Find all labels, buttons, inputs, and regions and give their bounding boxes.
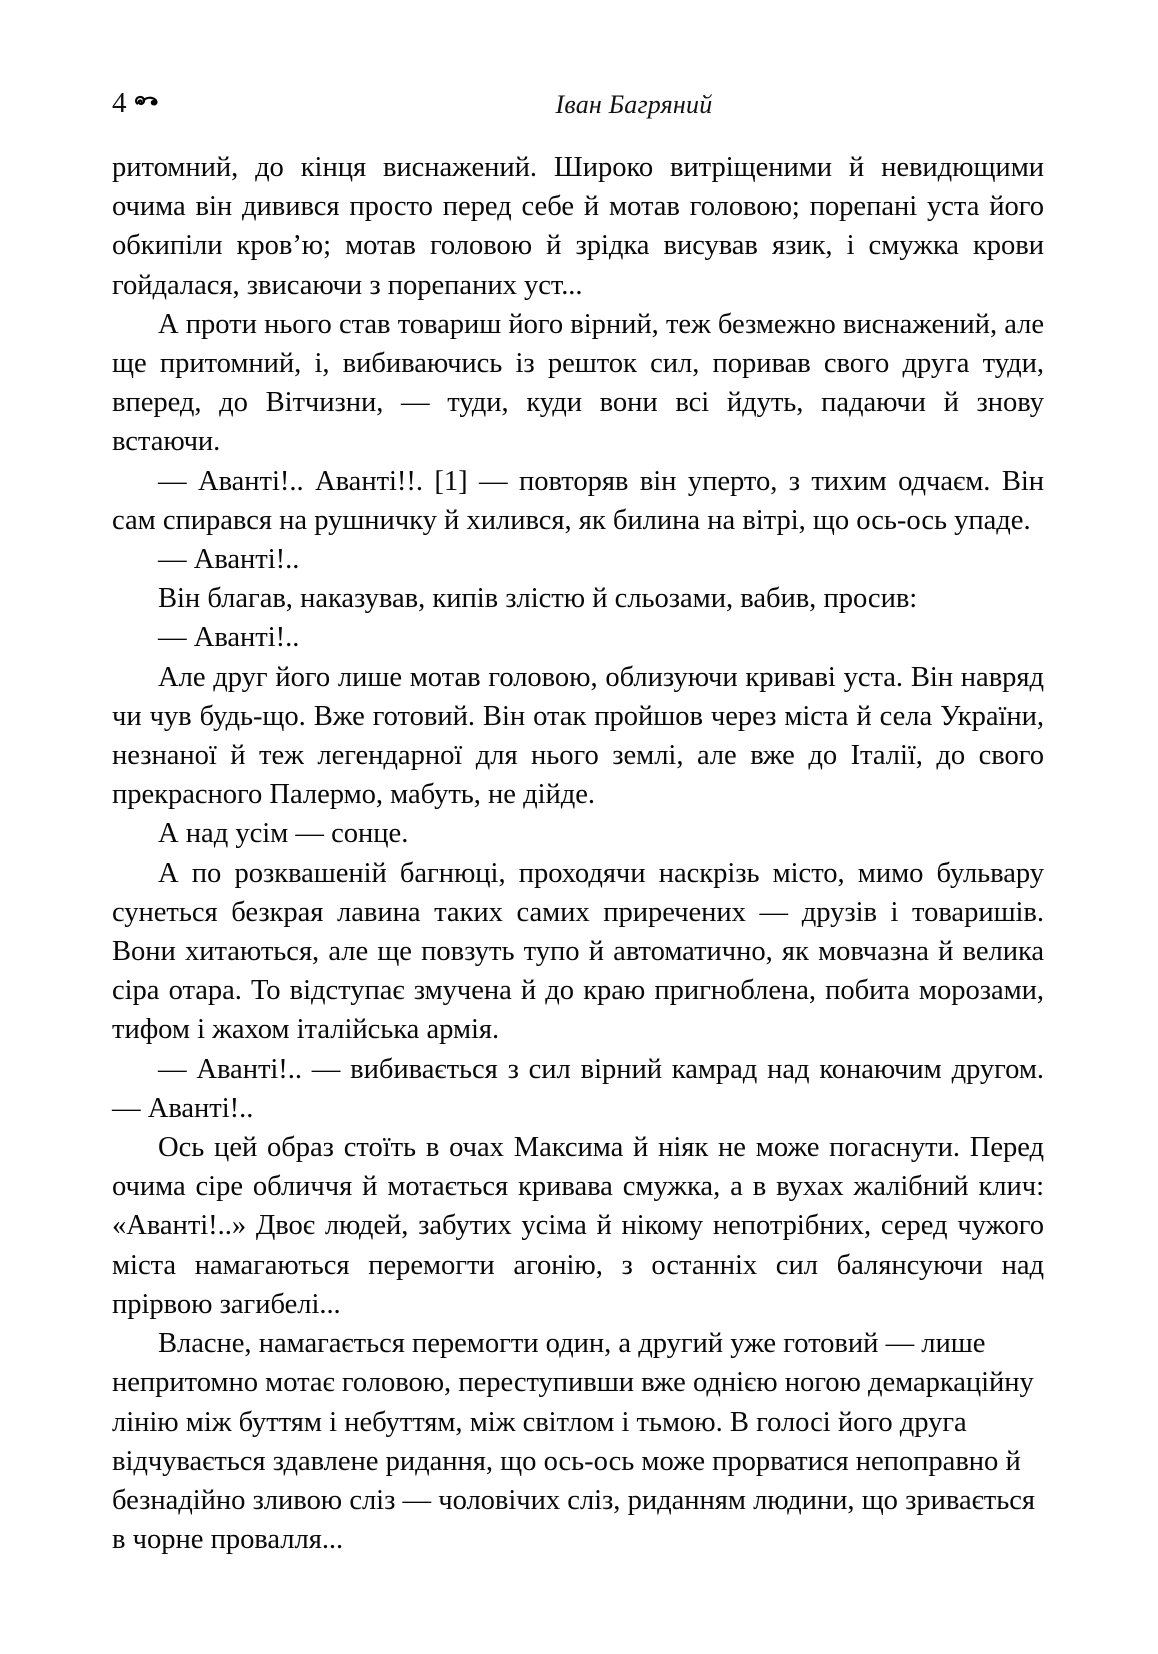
folio-group (112, 88, 160, 119)
running-head-author: Іван Багряний (555, 90, 713, 119)
paragraph: Але друг його лише мотав головою, облизуючи криваві уста. Він навряд чи чув будь-що. Вже готовий. Він отак пройшов через міста й села України, незнаної й теж легендарної для нього землі, але вже до Італії, до свого прекрасного Палермо, мабуть, не дійде. (112, 661, 1044, 811)
paragraph: А по розквашеній багнюці, проходячи наскрізь місто, мимо бульвару сунеться безкрая лавина таких самих приречених — друзів і товаришів. Вони хитаються, але ще повзуть тупо й автоматично, як мовчазна й велика сіра отара. То відступає змучена й до краю пригноблена, побита морозами, тифом і жахом італійська армія. (112, 857, 1044, 1046)
paragraph: — Аванті!.. — вибивається з сил вірний камрад над конаючим другом. — Аванті!.. (112, 1053, 1044, 1124)
paragraph: — Аванті!.. (158, 622, 300, 654)
running-head (112, 88, 1043, 128)
paragraph: Власне, намагається перемогти один, а другий уже готовий — лише непритомно мотає головою, переступивши вже однією ногою демаркаційну лінію між буттям і небуттям, між світлом і тьмою. В голосі його друга відчувається здавлене ридання, що ось-ось може прорватися непоправно й безнадійно зливою сліз — чоловічих сліз, риданням людини, що зривається в чорне провалля... (112, 1328, 1035, 1556)
body-text (112, 148, 1044, 1559)
paragraph: Він благав, наказував, кипів злістю й сльозами, вабив, просив: (158, 583, 918, 615)
paragraph: Ось цей образ стоїть в очах Максима й ніяк не може погаснути. Перед очима сіре обличчя й мотається кривава смужка, а в вухах жалібний клич: «Аванті!..» Двоє людей, забутих усіма й нікому непотрібних, серед чужого міста намагаються перемогти агонію, з останніх сил балянсуючи над прірвою загибелі... (112, 1132, 1044, 1320)
paragraph: ритомний, до кінця виснажений. Широко витріщеними й невидющими очима він дивився просто перед себе й мотав головою; порепані уста його обкипіли кров’ю; мотав головою й зрідка висував язик, і смужка крови гойдалася, звисаючи з порепаних уст... (112, 152, 1044, 301)
page-number: 4 (112, 87, 127, 119)
paragraph: — Аванті!.. Аванті!!. [1] — повторяв він уперто, з тихим одчаєм. Він сам спирався на рушничку й хилився, як билина на вітрі, що ось-ось упаде. (112, 465, 1044, 536)
paragraph: А над усім — сонце. (158, 818, 409, 850)
fleuron-ornament-icon (134, 88, 160, 118)
paragraph: — Аванті!.. (158, 544, 300, 576)
paragraph: А проти нього став товариш його вірний, теж безмежно виснажений, але ще притомний, і, вибиваючись із решток сил, поривав свого друга туди, вперед, до Вітчизни, — туди, куди вони всі йдуть, падаючи й знову встаючи. (112, 308, 1044, 458)
